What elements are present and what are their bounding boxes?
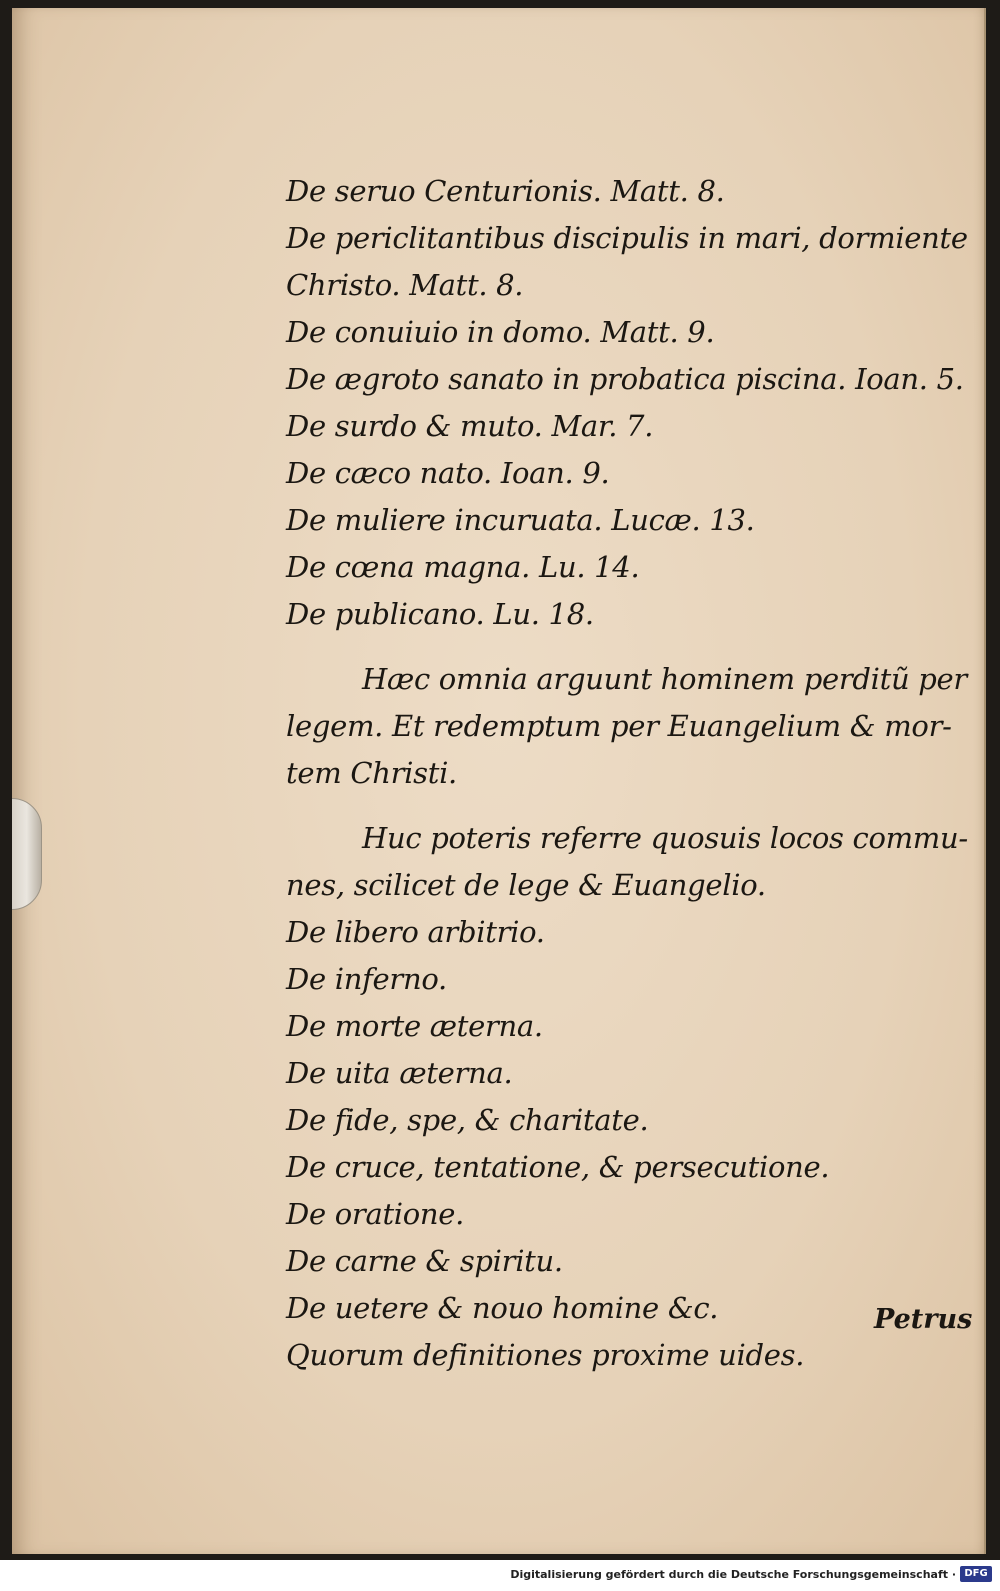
paragraph-gap	[286, 638, 976, 656]
paragraph-line: legem. Et redemptum per Euangelium & mor-	[286, 709, 952, 743]
paragraph-line: Huc poteris referre quosuis locos commu-	[362, 821, 968, 855]
text-line: De libero arbitrio.	[286, 915, 545, 949]
paragraph-gap	[286, 797, 976, 815]
text-line: De carne & spiritu.	[286, 1244, 563, 1278]
text-line: De conuiuio in domo. Matt. 9.	[286, 315, 715, 349]
footer-bar	[0, 1560, 1000, 1591]
footer-credit: Digitalisierung gefördert durch die Deutsche Forschungsgemeinschaft ·	[510, 1568, 956, 1581]
text-line: De ægroto sanato in probatica piscina. Ioan. 5.	[286, 362, 964, 396]
text-line: De cœna magna. Lu. 14.	[286, 550, 640, 584]
text-line: De seruo Centurionis. Matt. 8.	[286, 174, 725, 208]
text-line: De oratione.	[286, 1197, 465, 1231]
text-line: De cæco nato. Ioan. 9.	[286, 456, 610, 490]
text-line: Christo. Matt. 8.	[286, 268, 524, 302]
page-text	[286, 168, 976, 1379]
paragraph-line: tem Christi.	[286, 756, 457, 790]
dfg-logo: DFG	[960, 1566, 992, 1582]
text-line: Quorum definitiones proxime uides.	[286, 1338, 805, 1372]
text-line: De periclitantibus discipulis in mari, dormiente	[286, 221, 968, 255]
text-line: De surdo & muto. Mar. 7.	[286, 409, 654, 443]
text-line: De cruce, tentatione, & persecutione.	[286, 1150, 830, 1184]
catchword: Petrus	[874, 1304, 973, 1335]
text-line: De morte æterna.	[286, 1009, 543, 1043]
text-line: De inferno.	[286, 962, 447, 996]
book-page	[12, 8, 986, 1554]
paragraph-line: nes, scilicet de lege & Euangelio.	[286, 868, 766, 902]
book-clasp-image	[12, 798, 42, 910]
text-line: De muliere incuruata. Lucæ. 13.	[286, 503, 755, 537]
text-line: De uita æterna.	[286, 1056, 513, 1090]
text-line: De fide, spe, & charitate.	[286, 1103, 649, 1137]
text-line: De uetere & nouo homine &c.	[286, 1291, 719, 1325]
paragraph-line: Hæc omnia arguunt hominem perditũ per	[362, 662, 967, 696]
text-line: De publicano. Lu. 18.	[286, 597, 594, 631]
